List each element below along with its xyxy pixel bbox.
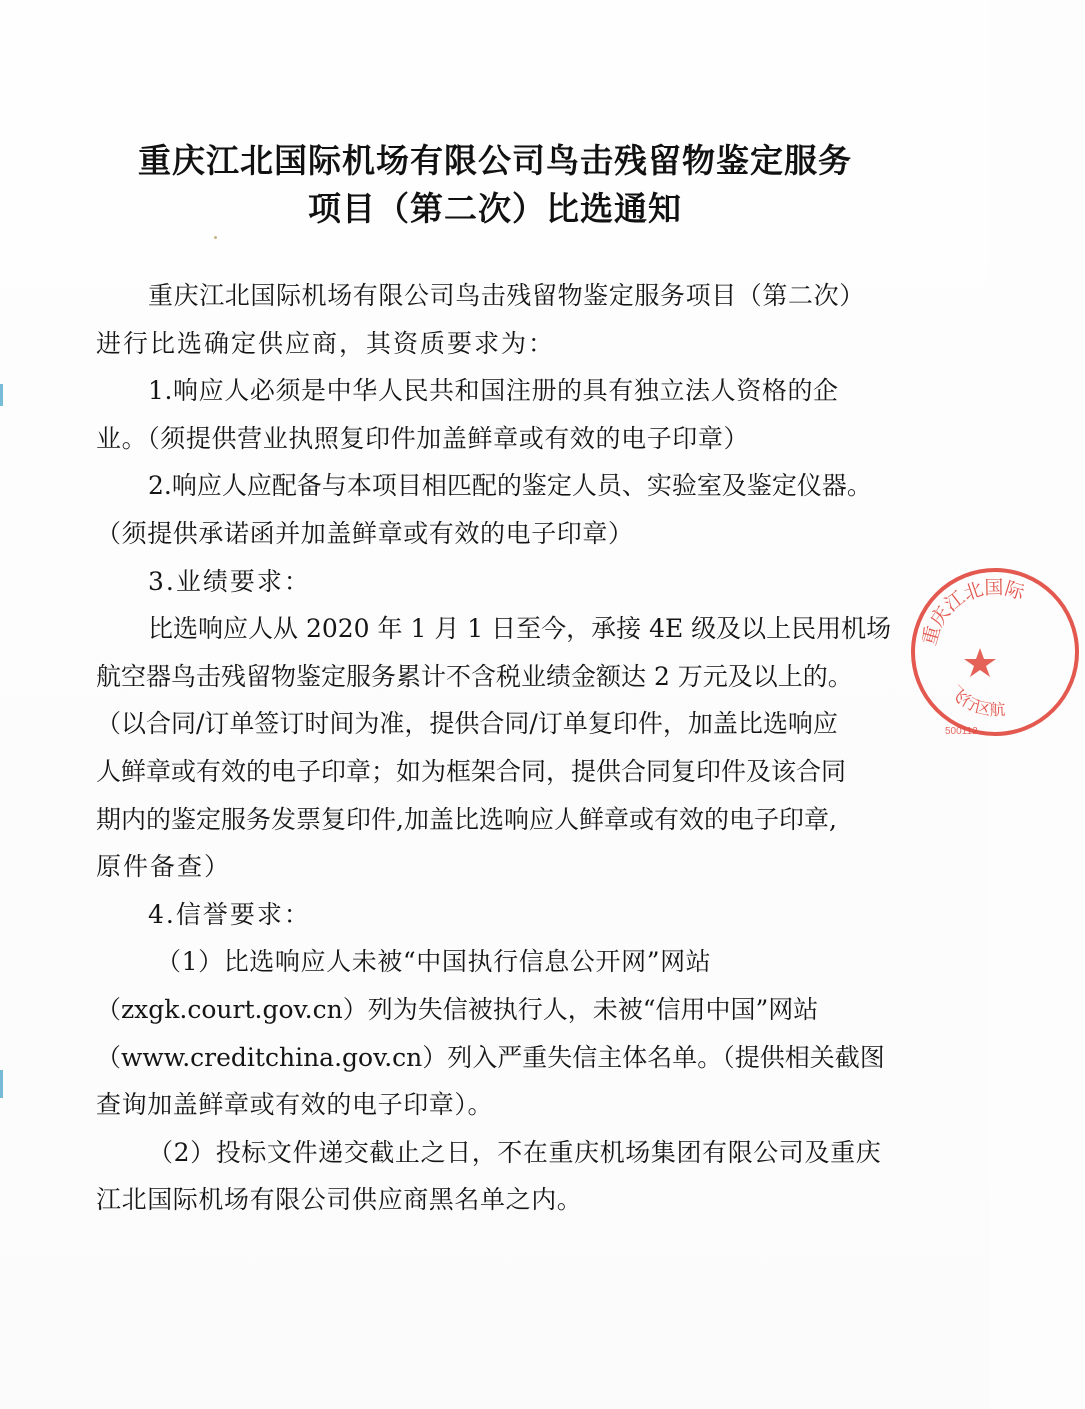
body-line: 4.信誉要求： bbox=[148, 899, 311, 929]
scan-edge-mark bbox=[0, 1070, 3, 1098]
body-line: 进行比选确定供应商，其资质要求为： bbox=[96, 328, 556, 358]
body-line: （2）投标文件递交截止之日，不在重庆机场集团有限公司及重庆 bbox=[148, 1137, 882, 1167]
seal-text-bottom: 飞行区航 bbox=[946, 683, 1006, 720]
scan-edge-mark bbox=[0, 384, 3, 406]
body-line: 比选响应人从 2020 年 1 月 1 日至今，承接 4E 级及以上民用机场 bbox=[148, 614, 892, 644]
document-title-line-1: 重庆江北国际机场有限公司鸟击残留物鉴定服务 bbox=[138, 141, 852, 180]
body-line: 业。（须提供营业执照复印件加盖鲜章或有效的电子印章） bbox=[96, 423, 750, 453]
body-line: 原件备查） bbox=[96, 852, 232, 882]
svg-text:重庆江北国际 bbox=[918, 577, 1027, 648]
official-seal-icon bbox=[905, 562, 1085, 742]
body-line: （1）比选响应人未被“中国执行信息公开网”网站 bbox=[156, 947, 712, 977]
body-line: 江北国际机场有限公司供应商黑名单之内。 bbox=[96, 1185, 583, 1215]
body-line: 期内的鉴定服务发票复印件,加盖比选响应人鲜章或有效的电子印章, bbox=[96, 804, 837, 834]
body-line: 重庆江北国际机场有限公司鸟击残留物鉴定服务项目（第二次） bbox=[148, 281, 865, 310]
body-line: （zxgk.court.gov.cn）列为失信被执行人，未被“信用中国”网站 bbox=[96, 994, 819, 1024]
seal-text-top: 重庆江北国际 bbox=[919, 577, 1027, 648]
svg-text:飞行区航 bbox=[946, 682, 1006, 719]
body-line: （以合同/订单签订时间为准，提供合同/订单复印件，加盖比选响应 bbox=[96, 709, 838, 739]
body-line: （www.creditchina.gov.cn）列入严重失信主体名单。（提供相关截图 bbox=[96, 1042, 885, 1072]
body-line: 人鲜章或有效的电子印章；如为框架合同，提供合同复印件及该合同 bbox=[96, 756, 847, 786]
body-line: 2.响应人应配备与本项目相匹配的鉴定人员、实验室及鉴定仪器。 bbox=[148, 471, 872, 501]
document-body bbox=[96, 272, 896, 1224]
body-line: 3.业绩要求： bbox=[148, 566, 311, 596]
document-title-line-2: 项目（第二次）比选通知 bbox=[308, 189, 682, 228]
body-line: 查询加盖鲜章或有效的电子印章）。 bbox=[96, 1090, 494, 1120]
body-line: 航空器鸟击残留物鉴定服务累计不含税业绩金额达 2 万元及以上的。 bbox=[96, 661, 853, 691]
seal-code: 500112 bbox=[945, 726, 978, 737]
body-line: （须提供承诺函并加盖鲜章或有效的电子印章） bbox=[96, 518, 634, 548]
scan-speck bbox=[214, 236, 217, 239]
body-line: 1.响应人必须是中华人民共和国注册的具有独立法人资格的企 bbox=[148, 376, 839, 406]
